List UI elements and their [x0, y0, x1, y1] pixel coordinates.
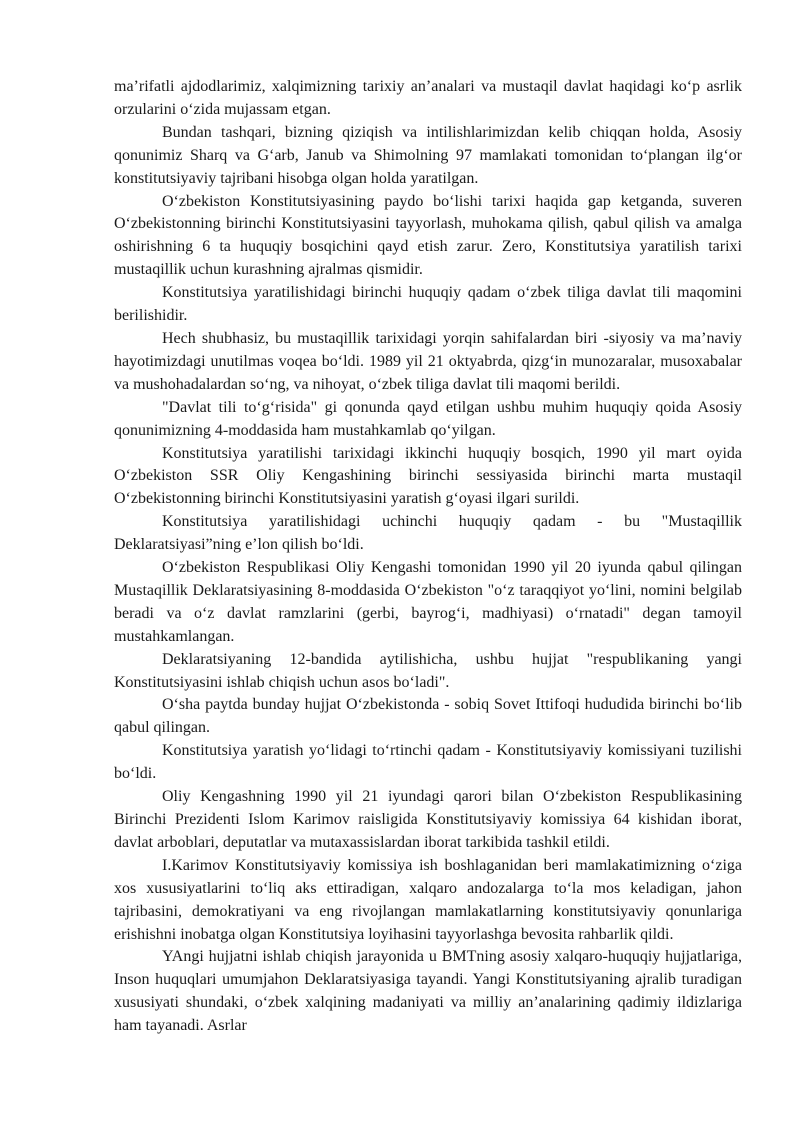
paragraph-5: Hech shubhasiz, bu mustaqillik tarixidagi yorqin sahifalardan biri -siyosiy va ma’naviy hayotimizdagi unutilmas voqea bo‘ldi. 1989 yil 21 oktyabrda, qizg‘in munozaralar, musoxabalar va mushohadalardan so‘ng, va nihoyat, o‘zbek tiliga davlat tili maqomi berildi.	[114, 329, 742, 393]
document-page	[114, 76, 742, 1038]
paragraph-11: O‘sha paytda bunday hujjat O‘zbekistonda - sobiq Sovet Ittifoqi hududida birinchi bo‘lib qabul qilingan.	[114, 696, 742, 737]
paragraph-15: YAngi hujjatni ishlab chiqish jarayonida u BMTning asosiy xalqaro-huquqiy hujjatlariga, Inson huquqlari umumjahon Deklaratsiyasiga tayandi. Yangi Konstitutsiyaning ajralib turadigan xususiyati shundaki, o‘zbek xalqining madaniyati va milliy an’analarining qadimiy ildizlariga ham tayanadi. Asrlar	[114, 948, 742, 1035]
paragraph-1: ma’rifatli ajdodlarimiz, xalqimizning tarixiy an’analari va mustaqil davlat haqidagi ko‘p asrlik orzularini o‘zida mujassam etgan.	[114, 78, 742, 118]
paragraph-9: O‘zbekiston Respublikasi Oliy Kengashi tomonidan 1990 yil 20 iyunda qabul qilingan Mustaqillik Deklaratsiyasining 8-moddasida O‘zbekiston "o‘z taraqqiyot yo‘lini, nomini belgilab beradi va o‘z davlat ramzlarini (gerbi, bayrog‘i, madhiyasi) o‘rnatadi" degan tamoyil mustahkamlangan.	[114, 559, 742, 645]
paragraph-10: Deklaratsiyaning 12-bandida aytilishicha, ushbu hujjat "respublikaning yangi Konstitutsiyasini ishlab chiqish uchun asos bo‘ladi".	[114, 650, 742, 691]
paragraph-7: Konstitutsiya yaratilishi tarixidagi ikkinchi huquqiy bosqich, 1990 yil mart oyida O‘zbekiston SSR Oliy Kengashining birinchi sessiyasida birinchi marta mustaqil O‘zbekistonning birinchi Konstitutsiyasini yaratish g‘oyasi ilgari surildi.	[114, 444, 742, 508]
paragraph-14: I.Karimov Konstitutsiyaviy komissiya ish boshlaganidan beri mamlakatimizning o‘ziga xos xususiyatlarini to‘liq aks ettiradigan, xalqaro andozalarga to‘la mos keladigan, jahon tajribasini, demokratiyani va eng rivojlangan mamlakatlarning konstitutsiyaviy qonunlariga erishishni inobatga olgan Konstitutsiya loyihasini tayyorlashga bevosita rahbarlik qildi.	[114, 856, 742, 943]
paragraph-12: Konstitutsiya yaratish yo‘lidagi to‘rtinchi qadam - Konstitutsiyaviy komissiyani tuzilishi bo‘ldi.	[114, 742, 742, 783]
paragraph-6: "Davlat tili to‘g‘risida" gi qonunda qayd etilgan ushbu muhim huquqiy qoida Asosiy qonunimizning 4-moddasida ham mustahkamlab qo‘yilgan.	[114, 398, 742, 439]
paragraph-13: Oliy Kengashning 1990 yil 21 iyundagi qarori bilan O‘zbekiston Respublikasining Birinchi Prezidenti Islom Karimov raisligida Konstitutsiyaviy komissiya 64 kishidan iborat, davlat arboblari, deputatlar va mutaxassislardan iborat tarkibida tashkil etildi.	[114, 788, 742, 851]
paragraph-8: Konstitutsiya yaratilishidagi uchinchi huquqiy qadam - bu "Mustaqillik Deklaratsiyasi”ning e’lon qilish bo‘ldi.	[114, 513, 742, 554]
paragraph-4: Konstitutsiya yaratilishidagi birinchi huquqiy qadam o‘zbek tiliga davlat tili maqomini berilishidir.	[114, 284, 742, 325]
paragraph-2: Bundan tashqari, bizning qiziqish va intilishlarimizdan kelib chiqqan holda, Asosiy qonunimiz Sharq va G‘arb, Janub va Shimolning 97 mamlakati tomonidan to‘plangan ilg‘or konstitutsiyaviy tajribani hisobga olgan holda yaratilgan.	[114, 123, 742, 187]
paragraph-3: O‘zbekiston Konstitutsiyasining paydo bo‘lishi tarixi haqida gap ketganda, suveren O‘zbekistonning birinchi Konstitutsiyasini tayyorlash, muhokama qilish, qabul qilish va amalga oshirishning 6 ta huquqiy bosqichini qayd etish zarur. Zero, Konstitutsiya yaratilish tarixi mustaqillik uchun kurashning ajralmas qismidir.	[114, 192, 742, 279]
